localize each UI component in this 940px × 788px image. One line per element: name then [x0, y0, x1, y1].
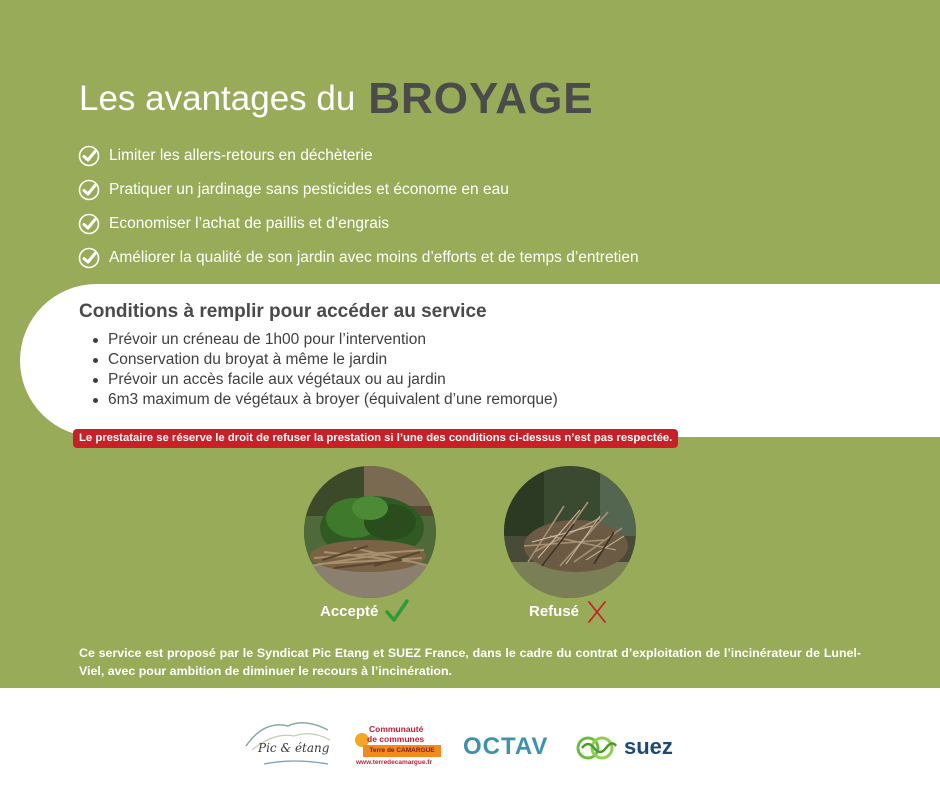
tdc-line3: Terre de CAMARGUE	[363, 745, 441, 757]
page-title	[79, 74, 594, 124]
pic-etang-name: Pic & étang	[258, 741, 330, 755]
warning-banner: Le prestataire se réserve le droit de refuser la prestation si l’une des conditions ci-dessus n’est pas respectée.	[73, 429, 678, 448]
octav-logo	[463, 733, 553, 763]
pic-etang-logo	[244, 716, 332, 768]
accepted-label: Accepté	[320, 602, 379, 620]
condition-item: Prévoir un créneau de 1h00 pour l’intervention	[108, 330, 558, 350]
suez-logo	[576, 734, 686, 764]
refused-label: Refusé	[529, 602, 580, 620]
benefit-text: Améliorer la qualité de son jardin avec moins d’efforts et de temps d’entretien	[109, 249, 639, 266]
condition-item: Conservation du broyat à même le jardin	[108, 350, 558, 370]
condition-item: 6m3 maximum de végétaux à broyer (équivalent d’une remorque)	[108, 391, 558, 408]
tdc-url: www.terredecamargue.fr	[356, 759, 432, 766]
terre-de-camargue-logo	[354, 724, 446, 770]
footnote-text: Ce service est proposé par le Syndicat Pic Etang et SUEZ France, dans le cadre du contrat d’exploitation de l’incinérateur de Lunel-Viel, avec pour ambition de diminuer le recours à l’incinération.	[79, 646, 861, 678]
benefit-item	[78, 241, 639, 275]
tdc-line2: de communes	[367, 734, 425, 744]
benefit-item	[78, 173, 639, 207]
conditions-title: Conditions à remplir pour accéder au service	[79, 301, 487, 322]
title-prefix: Les avantages du	[79, 79, 356, 118]
check-circle-icon	[78, 145, 100, 167]
octav-name: OCTAV	[463, 733, 549, 760]
accepted-verdict	[320, 598, 410, 624]
accepted-example-photo	[304, 466, 436, 598]
suez-wave-icon	[576, 736, 620, 760]
suez-name: suez	[624, 734, 673, 759]
checkmark-icon	[384, 598, 410, 624]
benefits-list	[78, 139, 639, 275]
benefit-item	[78, 139, 639, 173]
check-circle-icon	[78, 179, 100, 201]
tdc-line1: Communauté	[369, 724, 424, 734]
condition-item: Prévoir un accès facile aux végétaux ou au jardin	[108, 370, 558, 390]
benefit-item	[78, 207, 639, 241]
refused-verdict	[529, 598, 609, 624]
benefit-text: Pratiquer un jardinage sans pesticides et économe en eau	[109, 181, 509, 198]
refused-example-photo	[504, 466, 636, 598]
partner-logos	[0, 688, 940, 788]
check-circle-icon	[78, 213, 100, 235]
benefit-text: Limiter les allers-retours en déchèterie	[109, 147, 373, 164]
benefit-text: Economiser l’achat de paillis et d’engrais	[109, 215, 390, 232]
conditions-list	[108, 330, 558, 410]
cross-icon	[585, 598, 609, 624]
check-circle-icon	[78, 247, 100, 269]
title-emphasis: BROYAGE	[368, 74, 594, 123]
